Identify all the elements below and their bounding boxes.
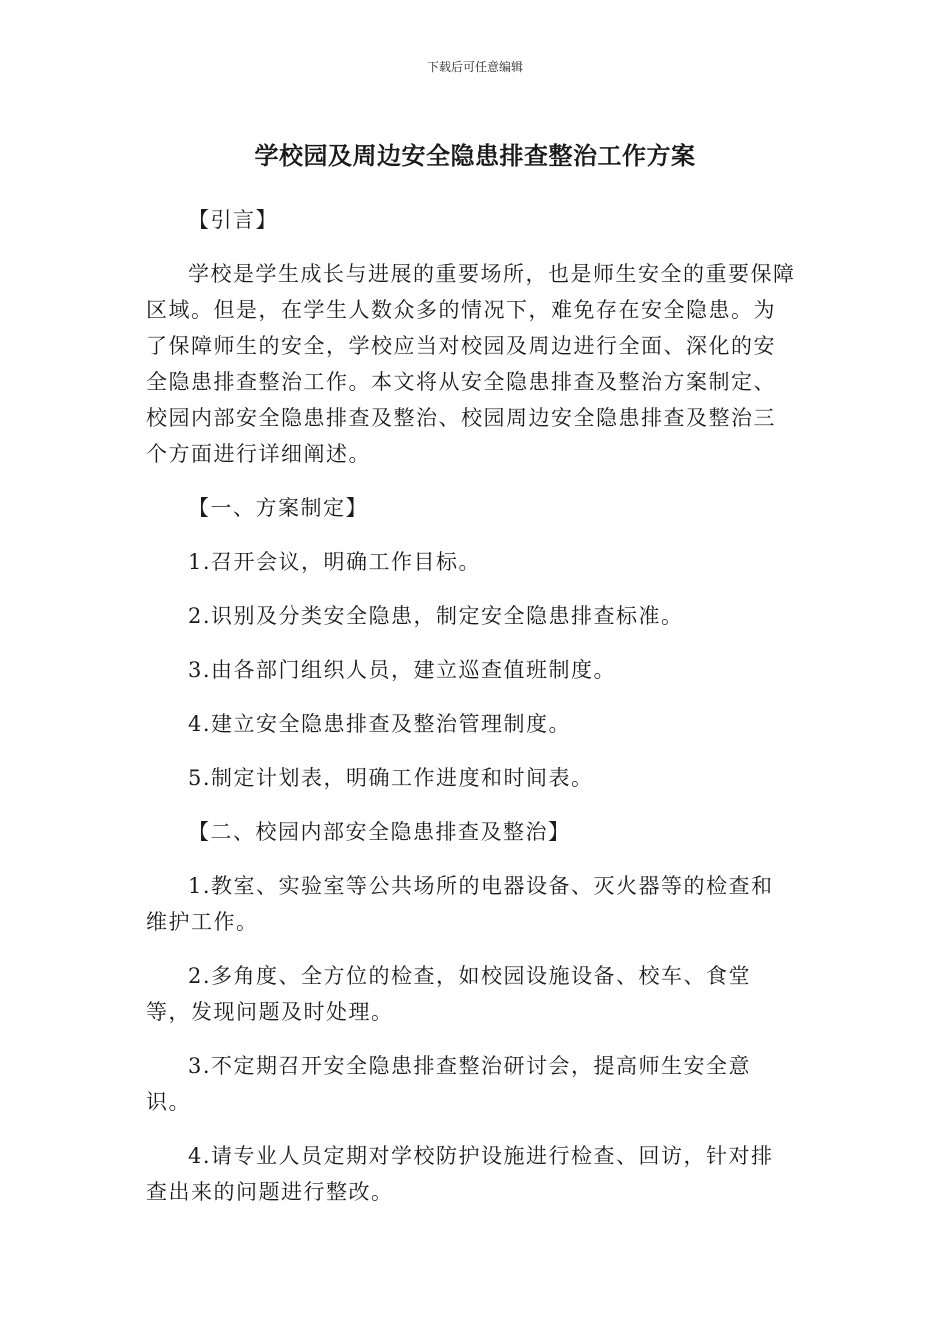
list-item: 2.多角度、全方位的检查，如校园设施设备、校车、食堂等，发现问题及时处理。 [146,964,752,1024]
list-item: 2.识别及分类安全隐患，制定安全隐患排查标准。 [188,604,684,628]
list-item: 1.召开会议，明确工作目标。 [188,550,482,574]
document-body [146,202,796,1228]
header-note: 下载后可任意编辑 [426,60,523,74]
section-heading-plan: 【一、方案制定】 [188,496,368,520]
list-item: 1.教室、实验室等公共场所的电器设备、灭火器等的检查和维护工作。 [146,874,774,934]
list-item: 3.由各部门组织人员，建立巡查值班制度。 [188,658,617,682]
section-heading-internal: 【二、校园内部安全隐患排查及整治】 [188,820,571,844]
list-item: 4.请专业人员定期对学校防护设施进行检查、回访，针对排查出来的问题进行整改。 [146,1144,774,1204]
list-item: 5.制定计划表，明确工作进度和时间表。 [188,766,594,790]
list-item: 4.建立安全隐患排查及整治管理制度。 [188,712,572,736]
section-heading-intro: 【引言】 [188,208,278,232]
intro-paragraph: 学校是学生成长与进展的重要场所，也是师生安全的重要保障区域。但是，在学生人数众多的情况下，难免存在安全隐患。为了保障师生的安全，学校应当对校园及周边进行全面、深化的安全隐患排查整治工作。本文将从安全隐患排查及整治方案制定、校园内部安全隐患排查及整治、校园周边安全隐患排查及整治三个方面进行详细阐述。 [146,262,796,466]
document-title: 学校园及周边安全隐患排查整治工作方案 [254,142,696,170]
list-item: 3.不定期召开安全隐患排查整治研讨会，提高师生安全意识。 [146,1054,752,1114]
